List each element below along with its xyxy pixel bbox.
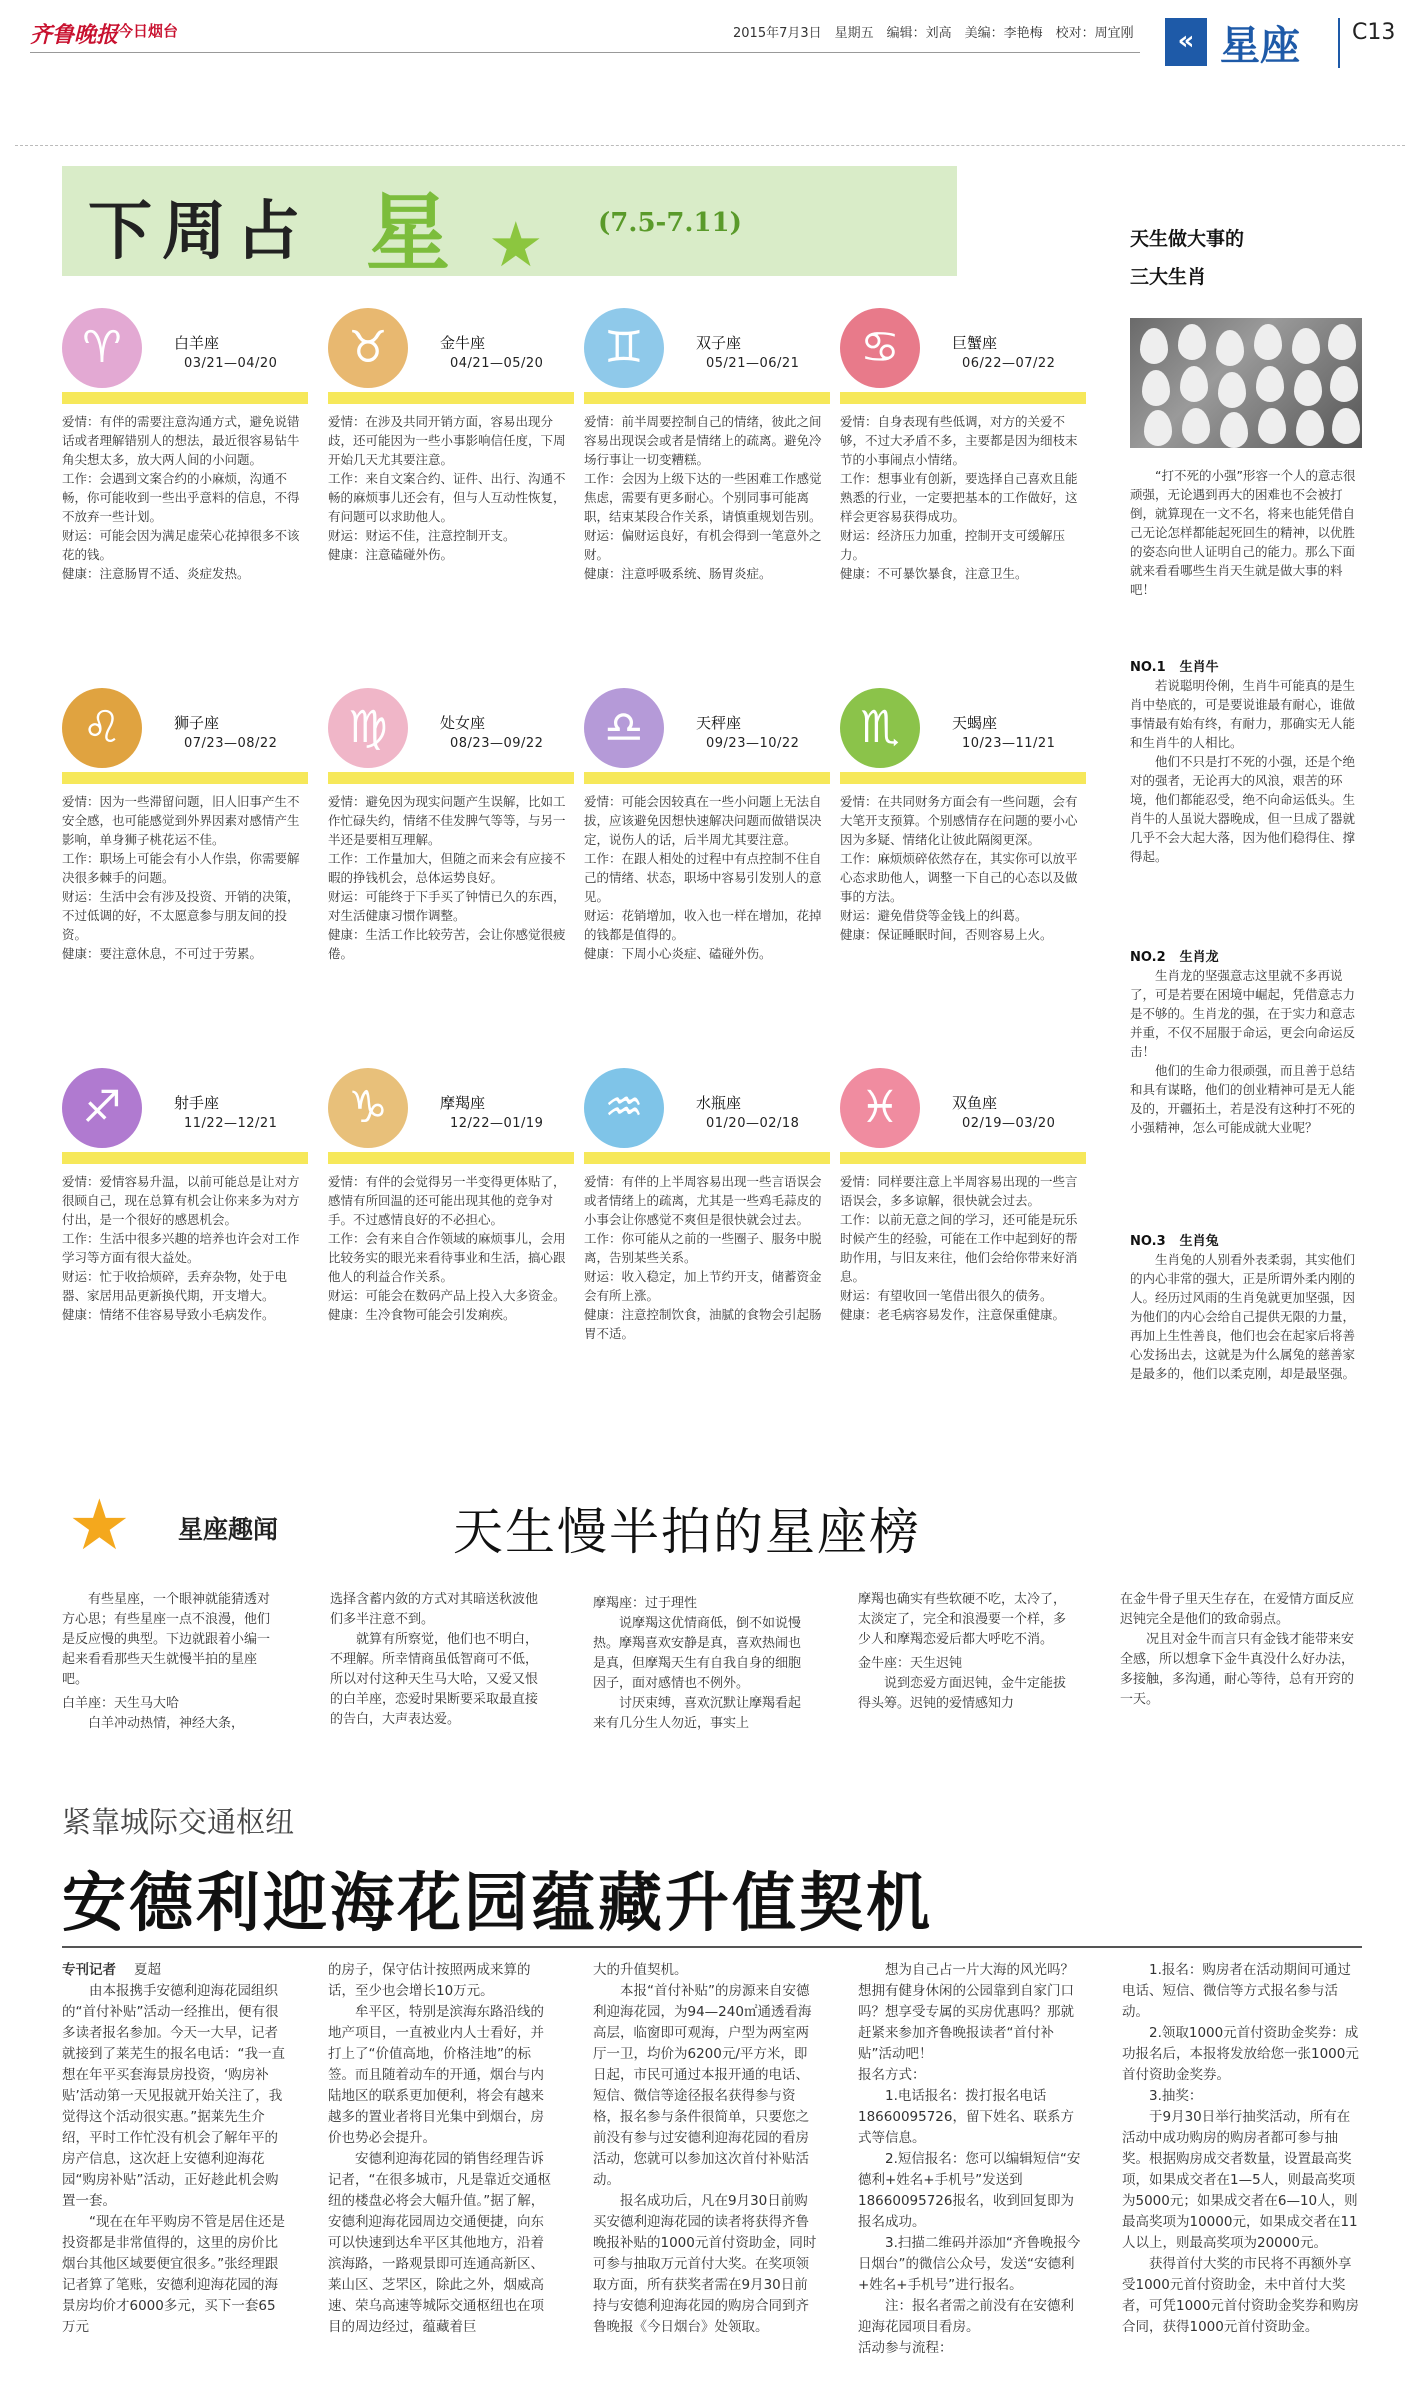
sign-name: 金牛座 bbox=[440, 334, 486, 352]
forecast-line: 爱情：有伴的上半周容易出现一些言语误会或者情绪上的疏离，尤其是一些鸡毛蒜皮的小事会让你感觉不爽但是很快就会过去。 bbox=[584, 1174, 822, 1227]
twins-icon bbox=[584, 308, 664, 388]
zodiac-glyph: ♊ bbox=[604, 322, 644, 373]
forecast-line: 健康：下周小心炎症、磕碰外伤。 bbox=[584, 946, 772, 961]
forecast-line: 爱情：前半周要控制自己的情绪，彼此之间容易出现误会或者是情绪上的疏离。避免冷场行事让一切变糟糕。 bbox=[584, 414, 822, 467]
article-column-1: 有些星座，一个眼神就能猜透对方心思；有些星座一点不浪漫，他们是反应慢的典型。下边就跟着小编一起来看看那些天生就慢半拍的星座吧。 白羊座：天生马大哈 白羊冲动热情，神经大条， bbox=[62, 1592, 271, 1731]
forecast-line: 爱情：有伴的会觉得另一半变得更体贴了，感情有所回温的还可能出现其他的竞争对手。不过感情良好的不必担心。 bbox=[328, 1174, 566, 1227]
scorpion-icon bbox=[840, 688, 920, 768]
bull-icon bbox=[328, 308, 408, 388]
sign-forecast bbox=[584, 792, 830, 963]
ad-column-2: 的房子，保守估计按照两成来算的话，至少也会增长10万元。 牟平区，特别是滨海东路沿线的地产项目，一直被业内人士看好，并打上了“价值高地，价格洼地”的标签。而且随着动车的开通，烟台与内陆地区的联系更加便利，将会有越来越多的置业者将目光集中到烟台，房价也势必会提升。 安德利迎海花园的销售经理告诉记者，“在很多城市，凡是靠近交通枢纽的楼盘必将会大幅升值。”据了解，安德利迎海花园周边交通便捷，向东可以快速到达牟平区其他地方，沿着滨海路，一路观景即可连通高新区、莱山区、芝罘区，除此之外，烟威高速、荣乌高速等城际交通枢纽也在项目的周边经过，蕴藏着巨 bbox=[328, 1962, 551, 2335]
forecast-line: 健康：生活工作比较劳苦，会让你感觉很疲倦。 bbox=[328, 927, 566, 961]
sign-color-bar bbox=[584, 392, 830, 404]
forecast-line: 工作：会有来自合作领域的麻烦事儿，会用比较务实的眼光来看待事业和生活，搞心跟他人的利益合作关系。 bbox=[328, 1231, 566, 1284]
sign-name: 双子座 bbox=[696, 334, 742, 352]
sign-date-range: 02/19—03/20 bbox=[962, 1116, 1056, 1131]
goat-icon bbox=[328, 1068, 408, 1148]
maiden-icon bbox=[328, 688, 408, 768]
fish-icon bbox=[840, 1068, 920, 1148]
article-column-5: 在金牛骨子里天生存在，在爱情方面反应迟钝完全是他们的致命弱点。 况且对金牛而言只有金钱才能带来安全感，所以想拿下金牛真没什么好办法，多接触，多沟通，耐心等待，总有开窍的一天。 bbox=[1120, 1592, 1355, 1707]
sign-name: 天蝎座 bbox=[952, 714, 998, 732]
forecast-line: 爱情：可能会因较真在一些小问题上无法自拔，应该避免因想快速解决问题而做错误决定，说伤人的话，后半周尤其要注意。 bbox=[584, 794, 822, 847]
sign-name: 巨蟹座 bbox=[952, 334, 998, 352]
forecast-line: 健康：注意磕碰外伤。 bbox=[328, 547, 454, 562]
sign-color-bar bbox=[328, 392, 574, 404]
sign-date-range: 05/21—06/21 bbox=[706, 356, 800, 371]
forecast-line: 工作：你可能从之前的一些圈子、服务中脱离，告别某些关系。 bbox=[584, 1231, 822, 1265]
forecast-line: 健康：要注意休息，不可过于劳累。 bbox=[62, 946, 263, 961]
sign-color-bar bbox=[584, 772, 830, 784]
sign-date-range: 08/23—09/22 bbox=[450, 736, 544, 751]
forecast-line: 爱情：避免因为现实问题产生误解，比如工作忙碌失约，情绪不佳发脾气等等，与另一半还是要相互理解。 bbox=[328, 794, 566, 847]
forecast-line: 健康：生冷食物可能会引发痢疾。 bbox=[328, 1307, 516, 1322]
forecast-line: 爱情：在涉及共同开销方面，容易出现分歧，还可能因为一些小事影响信任度，下周开始几天尤其要注意。 bbox=[328, 414, 566, 467]
sign-date-range: 06/22—07/22 bbox=[962, 356, 1056, 371]
sign-name: 处女座 bbox=[440, 714, 486, 732]
sign-forecast bbox=[840, 792, 1086, 944]
water-bearer-icon bbox=[584, 1068, 664, 1148]
zodiac-glyph: ♑ bbox=[348, 1082, 388, 1133]
archer-icon bbox=[62, 1068, 142, 1148]
rank-2-heading: NO.2 生肖龙 bbox=[1130, 950, 1219, 965]
article-title: 天生慢半拍的星座榜 bbox=[453, 1503, 921, 1561]
sign-date-range: 03/21—04/20 bbox=[184, 356, 278, 371]
forecast-line: 爱情：自身表现有些低调，对方的关爱不够，不过大矛盾不多，主要都是因为细枝末节的小事闹点小情绪。 bbox=[840, 414, 1078, 467]
zodiac-glyph: ♓ bbox=[860, 1082, 900, 1133]
zodiac-glyph: ♒ bbox=[604, 1082, 644, 1133]
rank-1-heading: NO.1 生肖牛 bbox=[1130, 660, 1219, 675]
sign-color-bar bbox=[840, 1152, 1086, 1164]
rank-1-text: 若说聪明伶俐，生肖牛可能真的是生肖中垫底的，可是要说谁最有耐心，谁做事情最有始有终，有耐力，那确实无人能和生肖牛的人相比。 他们不只是打不死的小强，还是个绝对的强者，无论再大的风浪，艰苦的环境，他们都能忍受，绝不向命运低头。生肖牛的人虽说大器晚成，但一旦成了器就几乎不会大起大落，因为他们稳得住、撑得起。 bbox=[1130, 678, 1356, 864]
scales-icon bbox=[584, 688, 664, 768]
rank-2-text: 生肖龙的坚强意志这里就不多再说了，可是若要在困境中崛起，凭借意志力是不够的。生肖龙的强，在于实力和意志并重，不仅不屈服于命运，更会向命运反击！ 他们的生命力很顽强，而且善于总结和具有谋略，他们的创业精神可是无人能及的，开疆拓土，若是没有这种打不死的小强精神，怎么可能成就大业呢？ bbox=[1130, 968, 1356, 1135]
rank-3-text: 生肖兔的人别看外表柔弱，其实他们的内心非常的强大，正是所谓外柔内刚的人。经历过风雨的生肖兔就更加坚强，因为他们的内心会给自己提供无限的力量，再加上生性善良，他们也会在起家后将善心发扬出去，这就是为什么属兔的慈善家是最多的，他们以柔克刚，却是最坚强。 bbox=[1130, 1252, 1356, 1381]
star-icon: ★ bbox=[488, 208, 544, 281]
forecast-line: 财运：避免借贷等金钱上的纠葛。 bbox=[840, 908, 1028, 923]
sign-name: 天秤座 bbox=[696, 714, 742, 732]
forecast-line: 工作：职场上可能会有小人作祟，你需要解决很多棘手的问题。 bbox=[62, 851, 300, 885]
sign-forecast bbox=[62, 792, 308, 963]
forecast-line: 工作：工作量加大，但随之而来会有应接不暇的挣钱机会，总体运势良好。 bbox=[328, 851, 566, 885]
sign-name: 狮子座 bbox=[174, 714, 220, 732]
section-label: 星座趣闻 bbox=[178, 1515, 279, 1544]
sign-color-bar bbox=[584, 1152, 830, 1164]
sign-date-range: 12/22—01/19 bbox=[450, 1116, 544, 1131]
forecast-line: 财运：有望收回一笔借出很久的债务。 bbox=[840, 1288, 1053, 1303]
forecast-line: 财运：忙于收拾烦碎，丢弃杂物，处于电器、家居用品更新换代期，开支增大。 bbox=[62, 1269, 288, 1303]
issue-info: 2015年7月3日 星期五 编辑：刘高 美编：李艳梅 校对：周宜刚 bbox=[733, 26, 1134, 41]
sign-forecast bbox=[584, 1172, 830, 1343]
forecast-line: 爱情：有伴的需要注意沟通方式，避免说错话或者理解错别人的想法，最近很容易钻牛角尖想太多，放大两人间的小问题。 bbox=[62, 414, 300, 467]
eggs-photo bbox=[1130, 318, 1362, 448]
sign-color-bar bbox=[62, 1152, 308, 1164]
section-divider bbox=[1338, 18, 1340, 68]
ram-icon bbox=[62, 308, 142, 388]
zodiac-glyph: ♈ bbox=[82, 322, 122, 373]
forecast-line: 工作：生活中很多兴趣的培养也许会对工作学习等方面有很大益处。 bbox=[62, 1231, 300, 1265]
banner-title-highlight: 星 bbox=[366, 183, 451, 282]
forecast-line: 爱情：爱情容易升温，以前可能总是让对方很顾自己，现在总算有机会让你来多为对方付出，是一个很好的感恩机会。 bbox=[62, 1174, 300, 1227]
header-dashed-rule bbox=[15, 145, 1405, 146]
forecast-line: 工作：会遇到文案合约的小麻烦，沟通不畅，你可能收到一些出乎意料的信息，不得不放弃一些计划。 bbox=[62, 471, 300, 524]
sign-name: 射手座 bbox=[174, 1094, 220, 1112]
banner-title: 下周占 bbox=[88, 194, 310, 269]
sign-forecast bbox=[328, 1172, 574, 1324]
ad-subtitle: 紧靠城际交通枢纽 bbox=[62, 1805, 295, 1839]
sign-name: 白羊座 bbox=[174, 334, 220, 352]
forecast-line: 工作：以前无意之间的学习，还可能是玩乐时候产生的经验，可能在工作中起到好的帮助作用，与旧友来往，他们会给你带来好消息。 bbox=[840, 1212, 1078, 1284]
forecast-line: 健康：注意控制饮食，油腻的食物会引起肠胃不适。 bbox=[584, 1307, 822, 1341]
forecast-line: 工作：想事业有创新，要选择自己喜欢且能熟悉的行业，一定要把基本的工作做好，这样会更容易获得成功。 bbox=[840, 471, 1078, 524]
forecast-line: 工作：来自文案合约、证件、出行、沟通不畅的麻烦事儿还会有，但与人互动性恢复，有问题可以求助他人。 bbox=[328, 471, 566, 524]
crab-icon bbox=[840, 308, 920, 388]
sign-forecast bbox=[328, 792, 574, 963]
forecast-line: 财运：经济压力加重，控制开支可缓解压力。 bbox=[840, 528, 1066, 562]
ad-column-1: 专刊记者 夏超 由本报携手安德利迎海花园组织的“首付补贴”活动一经推出，便有很多读者报名参加。今天一大早，记者就接到了莱芜生的报名电话：“我一直想在年平买套海景房投资，‘购房补贴’活动第一天见报就开始关注了，我觉得这个活动很实惠。”据莱先生介绍，平时工作忙没有机会了解年平的房产信息，这次赶上安德利迎海花园“购房补贴”活动，正好趁此机会购置一套。 “现在在年平购房不管是居住还是投资都是非常值得的，这里的房价比烟台其他区域要便宜很多。”张经理跟记者算了笔账，安德利迎海花园的海景房均价才6000多元，买下一套65万元 bbox=[62, 1962, 285, 2335]
lion-icon bbox=[62, 688, 142, 768]
ad-column-4: 想为自己占一片大海的风光吗？想拥有健身休闲的公园靠到自家门口吗？想享受专属的买房优惠吗？那就赶紧来参加齐鲁晚报读者“首付补贴”活动吧！ 报名方式： 1.电话报名：拨打报名电话18660095726，留下姓名、联系方式等信息。 2.短信报名：您可以编辑短信“安德利+姓名+手机号”发送到18660095726报名，收到回复即为报名成功。 3.扫描二维码并添加“齐鲁晚报今日烟台”的微信公众号，发送“安德利+姓名+手机号”进行报名。 注：报名者需之前没有在安德利迎海花园项目看房。 活动参与流程： bbox=[858, 1962, 1081, 2356]
sign-color-bar bbox=[328, 772, 574, 784]
zodiac-glyph: ♎ bbox=[604, 702, 644, 753]
forecast-line: 健康：注意肠胃不适、炎症发热。 bbox=[62, 566, 250, 581]
forecast-line: 健康：情绪不佳容易导致小毛病发作。 bbox=[62, 1307, 275, 1322]
sign-date-range: 04/21—05/20 bbox=[450, 356, 544, 371]
sign-date-range: 01/20—02/18 bbox=[706, 1116, 800, 1131]
forecast-line: 财运：收入稳定，加上节约开支，储蓄资金会有所上涨。 bbox=[584, 1269, 822, 1303]
zodiac-glyph: ♐ bbox=[82, 1082, 122, 1133]
forecast-line: 爱情：在共同财务方面会有一些问题，会有大笔开支预算。个别感情存在问题的要小心因为多疑、情绪化让彼此隔阂更深。 bbox=[840, 794, 1078, 847]
zodiac-glyph: ♉ bbox=[348, 322, 388, 373]
sign-date-range: 07/23—08/22 bbox=[184, 736, 278, 751]
section-title: 星座 bbox=[1220, 22, 1300, 69]
sign-forecast bbox=[840, 412, 1086, 583]
ad-headline: 安德利迎海花园蕴藏升值契机 bbox=[62, 1867, 933, 1941]
sign-forecast bbox=[62, 1172, 308, 1324]
sign-date-range: 11/22—12/21 bbox=[184, 1116, 278, 1131]
forecast-line: 财运：可能终于下手买了钟情已久的东西，对生活健康习惯作调整。 bbox=[328, 889, 566, 923]
sign-color-bar bbox=[328, 1152, 574, 1164]
forecast-line: 财运：可能会因为满足虚荣心花掉很多不该花的钱。 bbox=[62, 528, 300, 562]
sign-name: 水瓶座 bbox=[696, 1094, 742, 1112]
byline: 专刊记者 夏超 bbox=[62, 1962, 161, 1978]
article-column-2: 选择含蓄内敛的方式对其暗送秋波他们多半注意不到。 就算有所察觉，他们也不明白，不理解。所幸情商虽低智商可不低，所以对付这种天生马大哈，又爱又恨的白羊座，恋爱时果断要采取最直接的告白，大声表达爱。 bbox=[330, 1592, 539, 1727]
forecast-line: 财运：生活中会有涉及投资、开销的决策，不过低调的好，不太愿意参与朋友间的投资。 bbox=[62, 889, 300, 942]
forecast-line: 健康：老毛病容易发作，注意保重健康。 bbox=[840, 1307, 1066, 1322]
forecast-line: 财运：财运不佳，注意控制开支。 bbox=[328, 528, 516, 543]
sign-color-bar bbox=[62, 772, 308, 784]
newspaper-logo: 齐鲁晚报 bbox=[30, 22, 119, 48]
sidebar-title-line1: 天生做大事的 bbox=[1130, 228, 1245, 250]
sign-forecast bbox=[62, 412, 308, 583]
forecast-line: 工作：麻烦烦碎依然存在，其实你可以放平心态求助他人，调整一下自己的心态以及做事的方法。 bbox=[840, 851, 1078, 904]
forecast-line: 工作：在跟人相处的过程中有点控制不住自己的情绪、状态，职场中容易引发别人的意见。 bbox=[584, 851, 822, 904]
edition-name: 今日烟台 bbox=[118, 22, 179, 40]
forecast-line: 健康：注意呼吸系统、肠胃炎症。 bbox=[584, 566, 772, 581]
forecast-line: 健康：不可暴饮暴食，注意卫生。 bbox=[840, 566, 1028, 581]
rank-3-heading: NO.3 生肖兔 bbox=[1130, 1234, 1219, 1249]
forecast-line: 健康：保证睡眠时间，否则容易上火。 bbox=[840, 927, 1053, 942]
sign-forecast bbox=[328, 412, 574, 564]
sign-name: 双鱼座 bbox=[952, 1094, 998, 1112]
sign-color-bar bbox=[840, 772, 1086, 784]
sidebar-title-line2: 三大生肖 bbox=[1130, 266, 1207, 288]
sign-date-range: 10/23—11/21 bbox=[962, 736, 1056, 751]
sign-color-bar bbox=[840, 392, 1086, 404]
sign-color-bar bbox=[62, 392, 308, 404]
banner-date-range: (7.5-7.11) bbox=[598, 208, 742, 238]
ad-column-5: 1.报名：购房者在活动期间可通过电话、短信、微信等方式报名参与活动。 2.领取1000元首付资助金奖券：成功报名后，本报将发放给您一张1000元首付资助金奖券。 3.抽奖： 于9月30日举行抽奖活动，所有在活动中成功购房的购房者都可参与抽奖。根据购房成交者数量，设置最高奖项，如果成交者在1—5人，则最高奖项为5000元；如果成交者在6—10人，则最高奖项为10000元，如果成交者在11人以上，则最高奖项为20000元。 获得首付大奖的市民将不再额外享受1000元首付资助金，未中首付大奖者，可凭1000元首付资助金奖券和购房合同，获得1000元首付资助金。 bbox=[1122, 1962, 1359, 2335]
sign-forecast bbox=[584, 412, 830, 583]
ad-column-3: 大的升值契机。 本报“首付补贴”的房源来自安德利迎海花园，为94—240㎡通透看海高层，临窗即可观海，户型为两室两厅一卫，均价为6200元/平方米，即日起，市民可通过本报开通的电话、短信、微信等途径报名获得参与资格，报名参与条件很简单，只要您之前没有参与过安德利迎海花园的看房活动，您就可以参加这次首付补贴活动。 报名成功后，凡在9月30日前购买安德利迎海花园的读者将获得齐鲁晚报补贴的1000元首付资助金，同时可参与抽取万元首付大奖。在奖项领取方面，所有获奖者需在9月30日前持与安德利迎海花园的购房合同到齐鲁晚报《今日烟台》处领取。 bbox=[593, 1962, 817, 2335]
page-number: C13 bbox=[1352, 20, 1396, 45]
forecast-line: 财运：可能会在数码产品上投入大多资金。 bbox=[328, 1288, 566, 1303]
zodiac-glyph: ♌ bbox=[82, 702, 122, 753]
sign-name: 摩羯座 bbox=[440, 1094, 486, 1112]
article-column-4: 摩羯也确实有些软硬不吃，太冷了，太淡定了，完全和浪漫要一个样，多少人和摩羯恋爱后都大呼吃不消。 金牛座：天生迟钝 说到恋爱方面迟钝，金牛定能拔得头筹。迟钝的爱情感知力 bbox=[858, 1592, 1067, 1711]
section-mark-icon: « bbox=[1165, 18, 1207, 66]
header-rule bbox=[30, 52, 1140, 53]
page-header bbox=[0, 0, 1417, 80]
sign-date-range: 09/23—10/22 bbox=[706, 736, 800, 751]
ad-rule bbox=[62, 1946, 1362, 1948]
forecast-line: 财运：偏财运良好，有机会得到一笔意外之财。 bbox=[584, 528, 822, 562]
star-icon: ★ bbox=[68, 1484, 131, 1566]
sidebar-intro: “打不死的小强”形容一个人的意志很顽强，无论遇到再大的困难也不会被打倒，就算现在一文不名，将来也能凭借自己无论怎样都能起死回生的精神，以优胜的姿态向世人证明自己的能力。那么下面就来看看哪些生肖天生就是做大事的料吧！ bbox=[1130, 468, 1356, 597]
forecast-line: 爱情：因为一些滞留问题，旧人旧事产生不安全感，也可能感觉到外界因素对感情产生影响，单身狮子桃花运不佳。 bbox=[62, 794, 300, 847]
zodiac-glyph: ♍ bbox=[348, 702, 388, 753]
article-column-3: 摩羯座：过于理性 说摩羯这优情商低，倒不如说慢热。摩羯喜欢安静是真，喜欢热闹也是真，但摩羯天生有自我自身的细胞因子，面对感情也不例外。 讨厌束缚，喜欢沉默让摩羯看起来有几分生人勿近，事实上 bbox=[593, 1596, 802, 1731]
forecast-line: 爱情：同样要注意上半周容易出现的一些言语误会，多多谅解，很快就会过去。 bbox=[840, 1174, 1078, 1208]
zodiac-glyph: ♋ bbox=[860, 322, 900, 373]
sign-forecast bbox=[840, 1172, 1086, 1324]
forecast-line: 工作：会因为上级下达的一些困难工作感觉焦虑，需要有更多耐心。个别同事可能离职，结束某段合作关系，请慎重规划告别。 bbox=[584, 471, 822, 524]
forecast-line: 财运：花销增加，收入也一样在增加，花掉的钱都是值得的。 bbox=[584, 908, 822, 942]
zodiac-glyph: ♏ bbox=[860, 702, 900, 753]
